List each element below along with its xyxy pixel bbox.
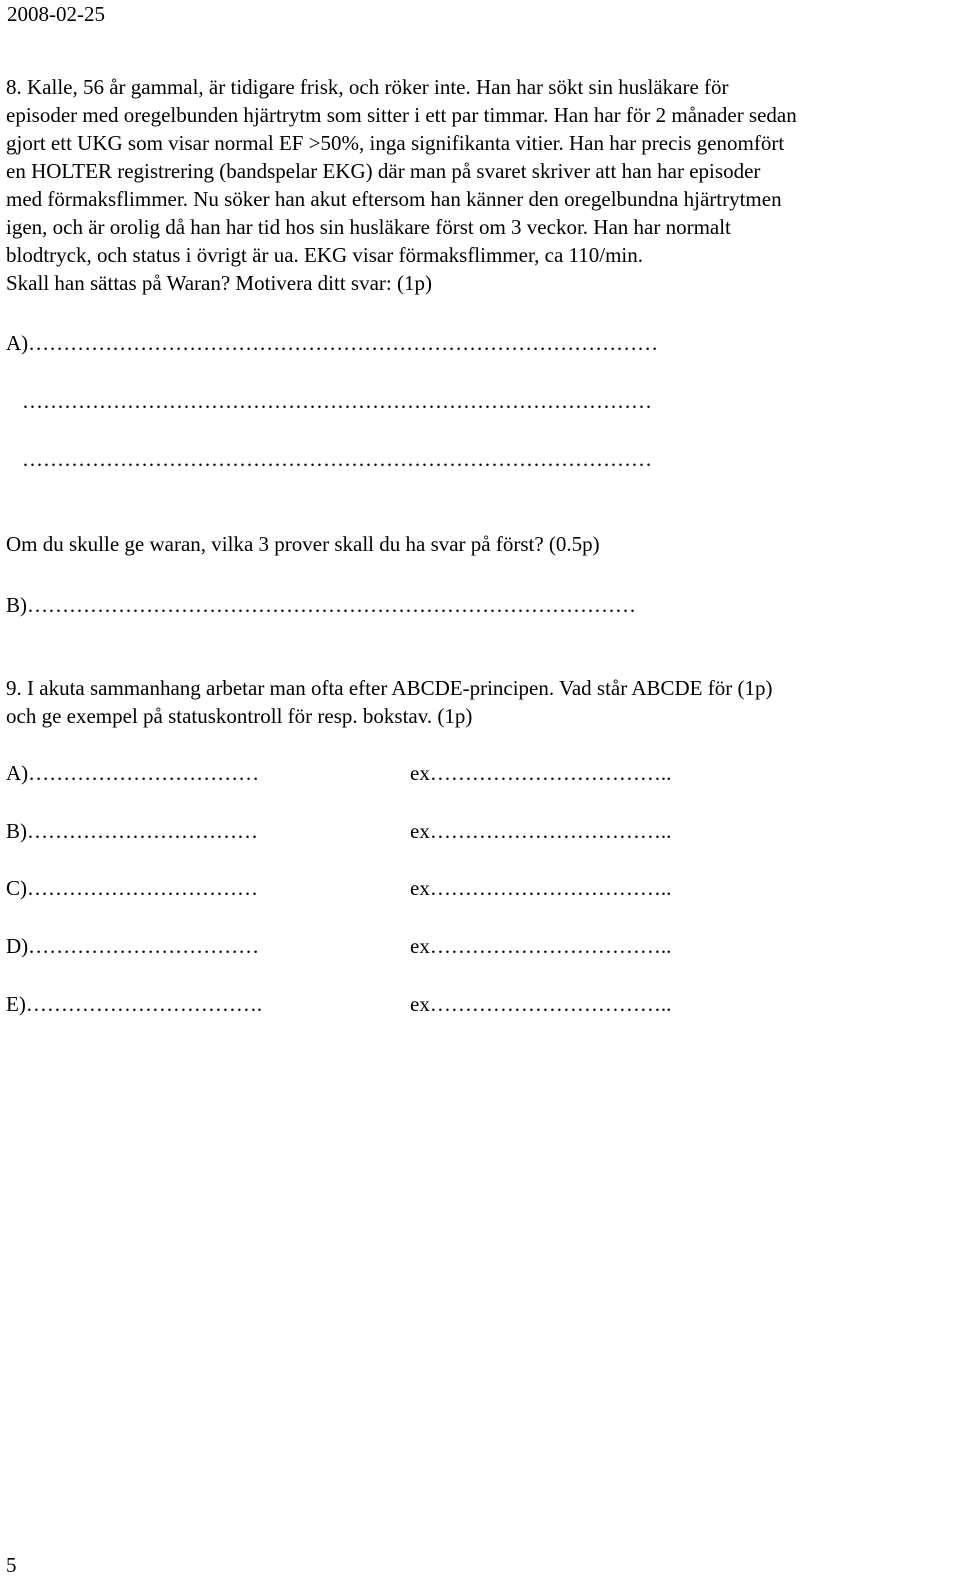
question-8-line: blodtryck, och status i övrigt är ua. EKG visar förmaksflimmer, ca 110/min. xyxy=(6,243,643,267)
answer-line-b: B)…………………………………………………………………………… xyxy=(6,593,636,617)
abcde-letter-answer: C)…………………………… xyxy=(6,876,258,900)
question-8-line: en HOLTER registrering (bandspelar EKG) där man på svaret skriver att han har episoder xyxy=(6,159,761,183)
abcde-example-answer: ex…………………………….. xyxy=(410,934,672,958)
subquestion-text: Om du skulle ge waran, vilka 3 prover skall du ha svar på först? (0.5p) xyxy=(6,532,600,556)
abcde-example-answer: ex…………………………….. xyxy=(410,761,672,785)
answer-line-a: A)……………………………………………………………………………… xyxy=(6,331,659,355)
question-8-line: episoder med oregelbunden hjärtrytm som sitter i ett par timmar. Han har för 2 månader sedan xyxy=(6,103,797,127)
abcde-example-answer: ex…………………………….. xyxy=(410,819,672,843)
question-8-line: med förmaksflimmer. Nu söker han akut eftersom han känner den oregelbundna hjärtrytmen xyxy=(6,187,782,211)
abcde-letter-answer: D)…………………………… xyxy=(6,934,260,958)
abcde-example-answer: ex…………………………….. xyxy=(410,992,672,1016)
abcde-example-answer: ex…………………………….. xyxy=(410,876,672,900)
answer-line-a-continued: ……………………………………………………………………………… xyxy=(22,389,652,413)
question-9-line: 9. I akuta sammanhang arbetar man ofta efter ABCDE-principen. Vad står ABCDE för (1p) xyxy=(6,676,773,700)
question-8-line: igen, och är orolig då han har tid hos sin husläkare först om 3 veckor. Han har normalt xyxy=(6,215,731,239)
document-date: 2008-02-25 xyxy=(7,2,105,26)
question-8-line: 8. Kalle, 56 år gammal, är tidigare frisk, och röker inte. Han har sökt sin husläkare för xyxy=(6,75,729,99)
question-9-line: och ge exempel på statuskontroll för resp. bokstav. (1p) xyxy=(6,704,473,728)
abcde-letter-answer: A)…………………………… xyxy=(6,761,260,785)
page-number: 5 xyxy=(6,1553,17,1577)
question-8-line: gjort ett UKG som visar normal EF >50%, inga signifikanta vitier. Han har precis genomfört xyxy=(6,131,785,155)
abcde-letter-answer: B)…………………………… xyxy=(6,819,258,843)
answer-line-a-continued: ……………………………………………………………………………… xyxy=(22,447,652,471)
question-8-line: Skall han sättas på Waran? Motivera ditt svar: (1p) xyxy=(6,271,432,295)
abcde-letter-answer: E)……………………………. xyxy=(6,992,263,1016)
